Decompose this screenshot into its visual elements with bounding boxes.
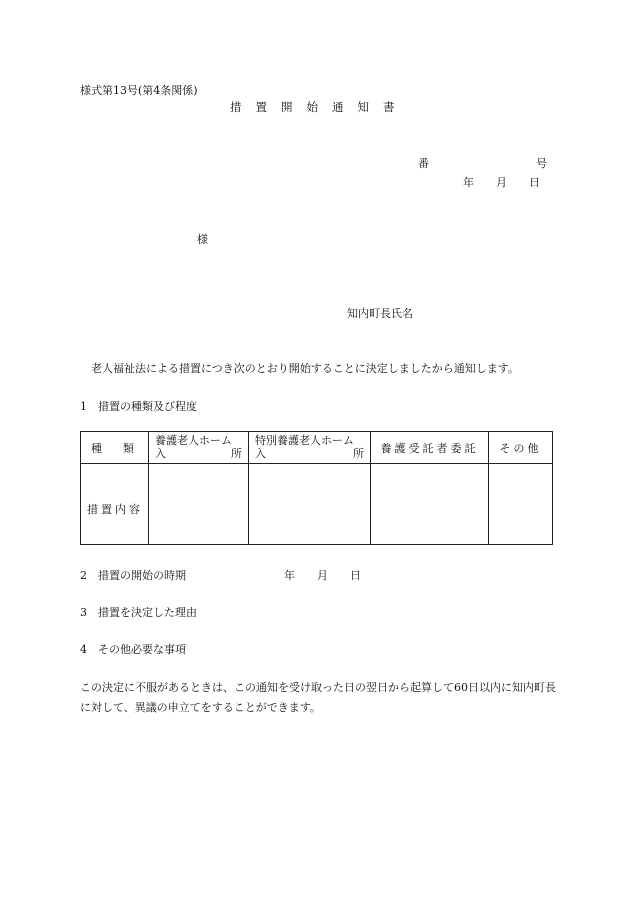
column-line2-right: 所 [353,447,364,460]
document-title [230,99,409,115]
title-char: 知 [357,100,369,114]
year-label: 年 [463,176,474,189]
item-decision-reason: 3 措置を決定した理由 [80,606,197,619]
month-label: 月 [317,569,328,582]
day-label: 日 [350,569,361,582]
column-nursing-home [149,432,249,464]
title-char: 措 [230,100,242,114]
content-cell [371,464,489,545]
item-start-time: 2 措置の開始の時期 [80,569,186,582]
table-header-row [81,432,553,464]
title-char: 始 [306,100,318,114]
column-line2-left: 入 [255,447,266,460]
column-foster-care: 養護受託者委託 [371,432,489,464]
kind-header [81,432,149,464]
form-number: 様式第13号(第4条関係) [80,84,198,97]
column-line1: 養護老人ホーム [155,434,232,447]
number-suffix: 号 [536,157,547,170]
issue-date [463,174,540,190]
month-label: 月 [496,176,507,189]
content-label: 措置内容 [87,503,143,516]
intro-text: 老人福祉法による措置につき次のとおり開始することに決定しましたから通知します。 [91,362,519,375]
year-label: 年 [284,569,295,582]
column-line2-right: 所 [231,447,242,460]
measure-table [80,431,553,545]
start-date [284,567,361,583]
column-other: その他 [489,432,553,464]
column-special-nursing-home [249,432,371,464]
title-char: 書 [383,100,395,114]
content-label-cell [81,464,149,545]
title-char: 置 [255,100,267,114]
content-cell [249,464,371,545]
item-other-matters: 4 その他必要な事項 [80,643,186,656]
content-cell [149,464,249,545]
day-label: 日 [529,176,540,189]
content-cell [489,464,553,545]
kind-label-left: 種 [91,441,102,455]
column-line2-left: 入 [155,447,166,460]
title-char: 通 [332,100,344,114]
item-measure-type: 1 措置の種類及び程度 [80,400,197,413]
objection-notice: この決定に不服があるときは、この通知を受け取った日の翌日から起算して60日以内に知内町長に対して、異議の申立てをすることができます。 [80,681,556,714]
table-body-row [81,464,553,545]
kind-label-right: 類 [123,441,134,455]
title-char: 開 [281,100,293,114]
addressee-suffix: 様 [197,233,208,246]
sender-name: 知内町長氏名 [347,307,413,320]
column-line1: 特別養護老人ホーム [255,434,354,447]
number-label: 番 [418,157,429,170]
